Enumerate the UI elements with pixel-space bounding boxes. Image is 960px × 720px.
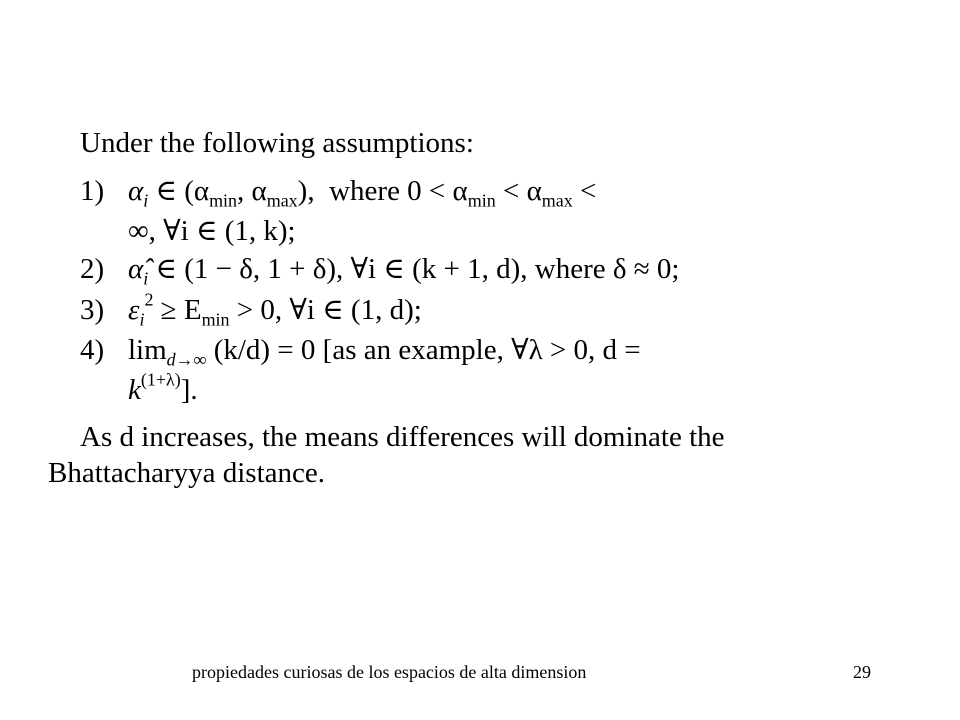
subscript-min: min (201, 309, 230, 330)
alpha-symbol: α (128, 175, 144, 207)
assumption-2-text: ∈ (1 − δ, 1 + δ), ∀i ∈ (k + 1, d), where δ ≈ 0; (148, 253, 680, 285)
subscript-min: min (209, 190, 238, 211)
assumption-4-end: ]. (180, 374, 198, 406)
footer-caption: propiedades curiosas de los espacios de alta dimension (192, 662, 587, 682)
k-symbol: k (128, 374, 141, 406)
superscript-2: 2 (144, 289, 154, 310)
less-than-alpha: < α (495, 175, 542, 207)
intro-label: Under the following assumptions: (80, 127, 474, 159)
assumption-1-number: 1) (80, 175, 105, 207)
subscript-i: i (143, 190, 149, 211)
subscript-i: i (143, 268, 149, 289)
assumption-4 (80, 333, 641, 370)
epsilon-symbol: ε (128, 294, 140, 326)
subscript-max: max (266, 190, 298, 211)
lim-operator: lim (128, 334, 167, 366)
element-of-text: ∈ (α (148, 175, 210, 207)
subscript-min-2: min (467, 190, 496, 211)
assumption-1 (80, 174, 597, 211)
assumption-4-text: (k/d) = 0 [as an example, ∀λ > 0, d = (213, 334, 641, 366)
assumption-1-line2: ∞, ∀i ∈ (1, k); (128, 215, 296, 247)
less-than-end: < (572, 175, 597, 207)
assumption-2-number: 2) (80, 253, 105, 285)
assumption-1-continued (128, 214, 296, 248)
subscript-max-2: max (541, 190, 573, 211)
assumption-2 (80, 252, 680, 289)
assumption-3 (80, 289, 422, 330)
intro-text (80, 126, 474, 160)
geq-e-text: ≥ E (153, 294, 202, 326)
superscript-exponent: (1+λ) (140, 369, 181, 390)
assumption-3-text: > 0, ∀i ∈ (1, d); (229, 294, 422, 326)
alpha-hat-symbol: α̂ (128, 253, 144, 285)
page-number: 29 (853, 662, 871, 682)
where-clause: where 0 < α (329, 175, 468, 207)
conclusion-line-1 (80, 420, 725, 454)
conclusion-text-b: Bhattacharyya distance. (48, 457, 325, 489)
assumption-4-number: 4) (80, 334, 105, 366)
conclusion-text-a: As d increases, the means differences will dominate the (80, 421, 725, 453)
interval-close: ), (297, 175, 315, 207)
alpha-comma: , α (237, 175, 267, 207)
subscript-i: i (139, 309, 145, 330)
lim-subscript: d→∞ (166, 349, 207, 370)
conclusion-line-2 (48, 456, 325, 490)
assumption-4-continued (128, 369, 198, 407)
assumption-3-number: 3) (80, 294, 105, 326)
